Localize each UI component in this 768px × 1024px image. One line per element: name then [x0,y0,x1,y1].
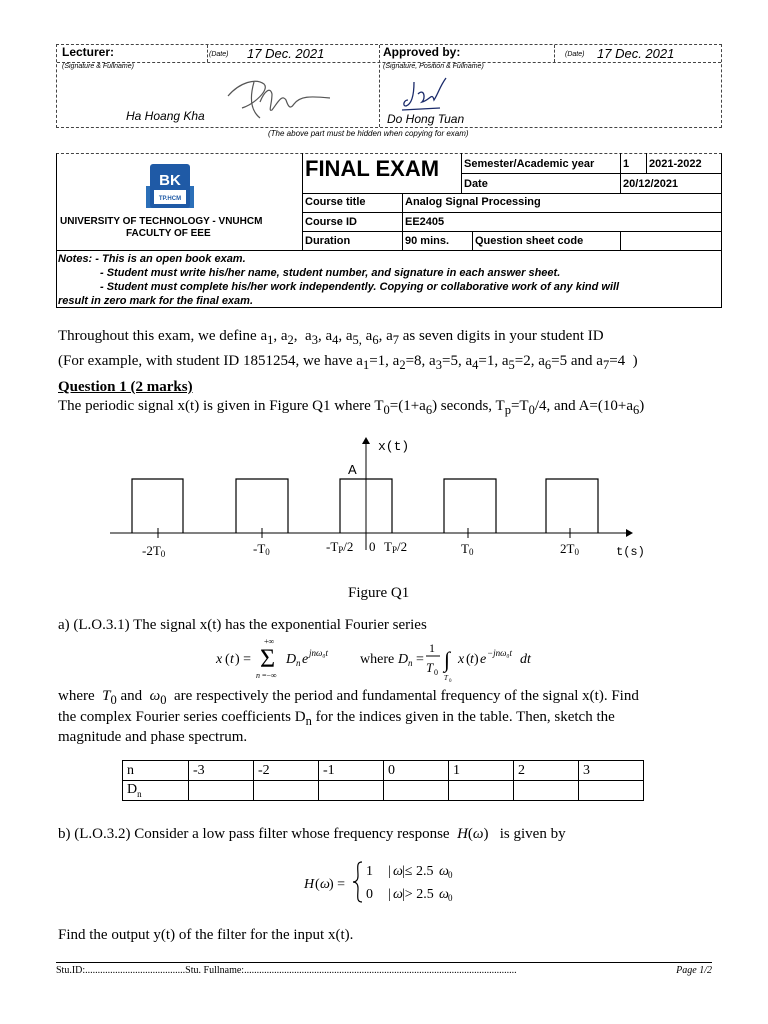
svg-text:n: n [408,658,413,668]
coefficients-table [122,760,644,801]
duration-label: Duration [305,235,351,247]
svg-text:=: = [416,652,424,667]
tick-zero: 0 [369,539,376,554]
exam-date: 20/12/2021 [623,178,679,190]
table-cell: -1 [319,761,384,781]
svg-text:|> 2.5: |> 2.5 [402,887,434,902]
tick-minus-tp-half: -TP/2 [326,539,354,555]
svg-text:|≤ 2.5: |≤ 2.5 [402,864,434,879]
page-number: Page 1/2 [676,965,712,976]
student-name-field: Stu. Fullname:............................................................................................................. [185,965,517,976]
svg-text:t: t [470,652,474,667]
date-label: Date [464,178,488,190]
hidden-note: (The above part must be hidden when copying for exam) [268,129,469,138]
approved-by-label: Approved by: [383,45,461,59]
svg-text:t: t [230,652,234,667]
university-logo [142,160,198,216]
svg-text:+∞: +∞ [264,637,275,646]
notes-line3: - Student must complete his/her work independently. Copying or collaborative work of any kind will [100,281,620,293]
svg-text:n: n [296,658,301,668]
svg-text:n: n [256,671,260,680]
table-cell: 2 [514,761,579,781]
table-cell: $D_n$ [123,781,189,801]
svg-text:dt: dt [520,652,531,667]
table-cell: 0 [384,761,449,781]
svg-text:jnω₀t: jnω₀t [309,648,328,658]
figure-q1 [110,432,650,562]
duration-value: 90 mins. [405,235,450,247]
tick-minus-t0: -T0 [253,541,270,557]
question-sheet-code-label: Question sheet code [475,235,584,247]
table-cell [319,781,384,801]
figure-caption: Figure Q1 [348,585,410,601]
intro-define: Throughout this exam, we define $a_1$, $a_2$, $a_3$, $a_4$, $a_{5,}$ $a_6$, $a_7$ as seven digits in your student ID [58,328,604,347]
where-label: where [360,652,395,667]
student-id-field: Stu.ID:........................................ [56,965,186,976]
lecturer-date-tag: (Date) [209,51,229,58]
notes-line2: - Student must write his/her name, student number, and signature in each answer sheet. [100,267,561,279]
table-cell: 1 [449,761,514,781]
course-id: EE2405 [405,216,445,228]
part-a-text-3: magnitude and phase spectrum. [58,729,248,745]
svg-text:0: 0 [434,668,438,677]
semester-value: 1 [623,158,630,170]
tick-2t0: 2T0 [560,541,579,557]
svg-text:D: D [398,652,409,667]
lecturer-signature [220,74,340,124]
part-a-intro: a) (L.O.3.1) The signal x(t) has the exponential Fourier series [58,617,427,633]
svg-text:T: T [426,660,434,675]
part-a-text-1: where $T_0$ and $\omega_0$ are respectively the period and fundamental frequency of the signal x(t). Find [58,688,639,707]
svg-text:=−∞: =−∞ [262,671,277,680]
approved-date: 17 Dec. 2021 [597,46,675,61]
svg-text:−jnω₀t: −jnω₀t [487,648,513,658]
svg-text:ω: ω [439,887,449,902]
part-a-text-2: the complex Fourier series coefficients $D_n$ for the indices given in the table. Then, sketch the [58,709,615,728]
university-name: UNIVERSITY OF TECHNOLOGY - VNUHCM [60,216,263,227]
question1-title: Question 1 (2 marks) [58,379,193,395]
svg-text:x: x [216,652,223,667]
logo-text: BK [159,172,181,189]
table-row [123,761,644,781]
table-cell [579,781,644,801]
lecturer-label: Lecturer: [62,45,115,59]
filter-response-equation [300,856,500,908]
table-cell [449,781,514,801]
y-axis-label: x(t) [378,439,410,454]
logo-sub: TP.HCM [158,196,182,202]
svg-text:(: ( [466,652,471,667]
intro-example: (For example, with student ID 1851254, we have $a_1=1$, $a_2=8$, $a_3=5$, $a_4=1$, $a_5=2$, $a_6=5$ and $a_7=4$ ) [58,353,638,372]
semester-label: Semester/Academic year [464,158,595,170]
svg-text:0: 0 [448,870,453,880]
svg-text:Σ: Σ [260,644,276,673]
svg-text:e: e [480,652,487,667]
svg-text:(: ( [225,652,230,667]
table-cell [514,781,579,801]
svg-text:) =: ) = [329,877,346,892]
faculty-name: FACULTY OF EEE [126,228,211,239]
notes-line4: result in zero mark for the final exam. [58,295,254,307]
approver-sig-caption: (Signature, Position & Fullname) [383,63,484,70]
svg-text:T: T [444,674,448,682]
svg-text:1: 1 [429,641,435,655]
svg-text:D: D [286,652,297,667]
table-cell [254,781,319,801]
svg-text:x: x [458,652,465,667]
part-b-intro: b) (L.O.3.2) Consider a low pass filter whose frequency response H(ω) is given by [58,826,566,842]
table-cell: -2 [254,761,319,781]
svg-text:(: ( [315,877,320,892]
approver-name: Do Hong Tuan [387,112,465,126]
svg-text:): ) [474,652,479,667]
lecturer-name: Ha Hoang Kha [126,109,205,123]
notes-line1: Notes: - This is an open book exam. [58,253,246,265]
svg-text:0: 0 [448,893,453,903]
table-cell [384,781,449,801]
approver-signature [400,72,470,114]
amplitude-label: A [348,462,357,477]
svg-text:e: e [302,652,309,667]
tick-minus-2t0: -2T0 [142,543,166,559]
svg-text:ω: ω [393,887,403,902]
course-title-label: Course title [305,196,366,208]
tick-tp-half: TP/2 [384,539,408,555]
pulse-train [132,479,598,533]
svg-text:1: 1 [366,864,373,879]
page-footer [56,962,712,976]
svg-text:0: 0 [449,679,452,684]
time-axis-label: t(s) [616,545,645,559]
svg-text:ω: ω [393,864,403,879]
svg-text:) =: ) = [235,652,252,667]
lecturer-sig-caption: (Signature & Fullname) [62,63,134,70]
course-id-label: Course ID [305,216,357,228]
svg-text:|: | [388,887,391,902]
svg-text:H: H [304,877,315,892]
fourier-series-equation [212,636,582,684]
academic-year: 2021-2022 [649,158,702,170]
part-b-final: Find the output y(t) of the filter for the input x(t). [58,927,354,943]
approved-date-tag: (Date) [565,51,585,58]
table-cell: 3 [579,761,644,781]
table-cell: -3 [189,761,254,781]
svg-text:0: 0 [366,887,373,902]
svg-text:ω: ω [320,877,330,892]
question1-statement: The periodic signal x(t) is given in Figure Q1 where $T_0=(1+a_6)$ seconds, $T_p=T_0/4$, and $A=(10+a_6)$ [58,398,645,417]
exam-title: FINAL EXAM [305,156,440,181]
svg-text:∫: ∫ [444,647,451,672]
svg-text:ω: ω [439,864,449,879]
table-cell: n [123,761,189,781]
table-cell [189,781,254,801]
tick-t0: T0 [461,541,474,557]
lecturer-date: 17 Dec. 2021 [247,46,325,61]
course-title: Analog Signal Processing [405,196,541,208]
svg-text:|: | [388,864,391,879]
table-row [123,781,644,801]
